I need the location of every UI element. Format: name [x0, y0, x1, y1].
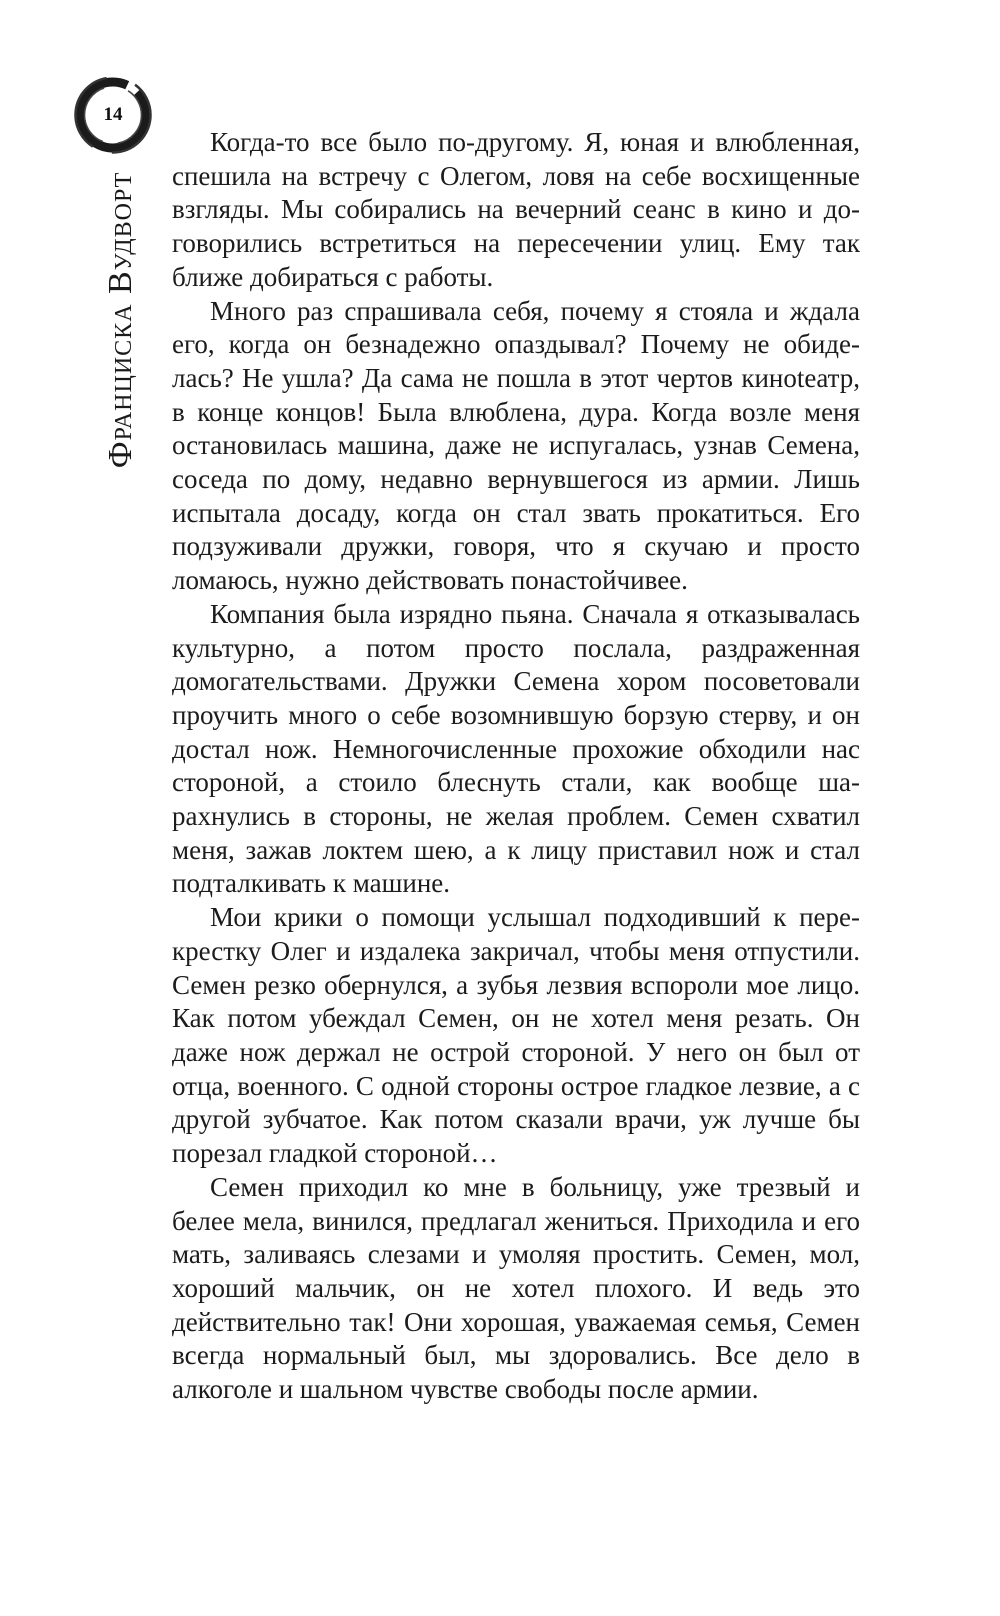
- paragraph: Семен приходил ко мне в больницу, уже трезвый и белее мела, винился, предлагал жениться. Приходила и его мать, заливаясь слезами и умоляя простить. Семен, мол, хороший мальчик, он не хотел плохого. И ведь это действительно так! Они хорошая, уважаемая семья, Семен всегда нормальный был, мы здоровались. Все дело в алкоголе и шальном чувстве свободы после армии.: [172, 1171, 860, 1405]
- paragraph: Когда-то все было по-другому. Я, юная и влюбленная, спешила на встречу с Олегом, ловя на себе восхищенные взгляды. Мы собирались на вечерний сеанс в кино и договорились встретиться на пересечении улиц. Ему так ближе добираться с работы.: [172, 127, 860, 292]
- paragraph: Много раз спрашивала себя, почему я стояла и ждала его, когда он безнадежно опаздывал? Почему не обиделась? Не ушла? Да сама не пошла в этот чертов кинoteатр, в конце концов! Была влюблена, дура. Когда возле меня остановилась машина, даже не испугалась, узнав Семена, соседа по дому, недавно вернувшегося из армии. Лишь испытала досаду, когда он стал звать прокатиться. Его подзуживали дружки, говоря, что я скучаю и просто ломаюсь, нужно действовать понастойчивее.: [172, 295, 860, 596]
- body-text: [172, 126, 860, 1407]
- page-number: 14: [103, 104, 123, 125]
- page-number-badge: [70, 72, 156, 158]
- author-name: Франциска Вудворт: [102, 171, 139, 469]
- paragraph: Компания была изрядно пьяна. Сначала я отказывалась культурно, а потом просто послала, раздраженная домогательствами. Дружки Семена хором посоветовали проучить много о себе возомнившую борзую стерву, и он достал нож. Немногочисленные прохожие обходили нас стороной, а стоило блеснуть стали, как вообще шарахнулись в стороны, не желая проблем. Семен схватил меня, зажав локтем шею, а к лицу приставил нож и стал подталкивать к машине.: [172, 598, 860, 899]
- paragraph: Мои крики о помощи услышал подходивший к перекрестку Олег и издалека закричал, чтобы меня отпустили. Семен резко обернулся, а зубья лезвия вспороли мое лицо. Как потом убеждал Семен, он не хотел меня резать. Он даже нож держал не острой стороной. У него он был от отца, военного. С одной стороны острое гладкое лезвие, а с другой зубчатое. Как потом сказали врачи, уж лучше бы порезал гладкой стороной…: [172, 902, 860, 1169]
